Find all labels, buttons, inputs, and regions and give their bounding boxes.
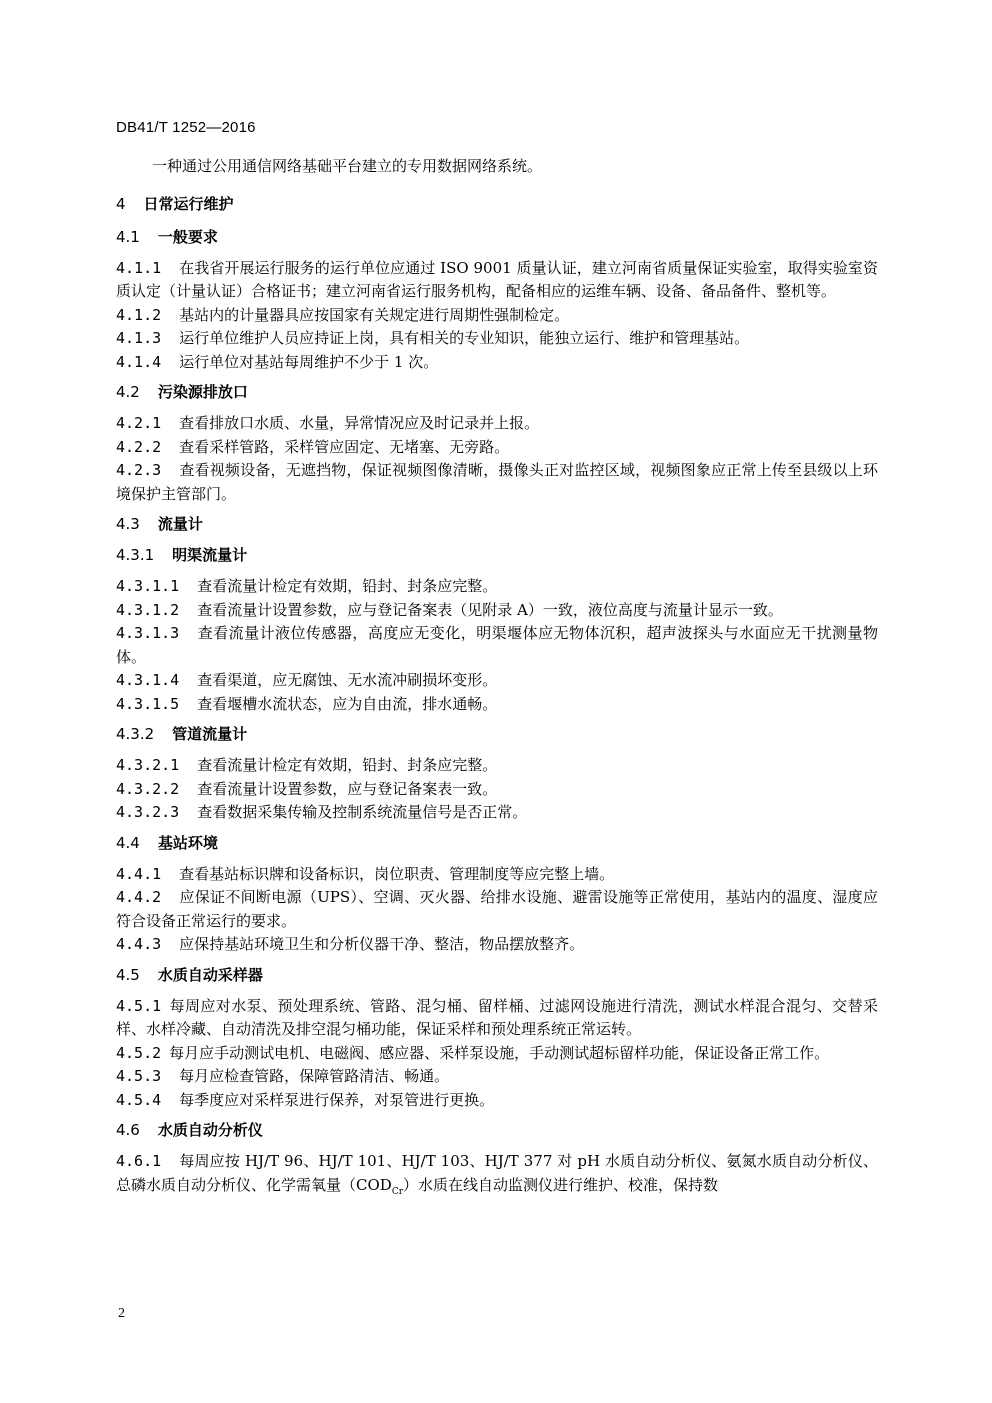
clause-text: 查看基站标识牌和设备标识，岗位职责、管理制度等应完整上墙。 <box>179 864 615 883</box>
clause-number: 4.3.2.1 <box>116 756 180 774</box>
section-heading-4-3 <box>116 513 878 536</box>
section-number: 4.3 <box>116 515 140 533</box>
clause-number: 4.5.3 <box>116 1067 162 1085</box>
clause-text-continued: ）水质在线自动监测仪进行维护、校准，保持数 <box>403 1175 719 1194</box>
clause-text: 查看流量计液位传感器，高度应无变化，明渠堰体应无物体沉积，超声波探头与水面应无干扰测量物体。 <box>116 624 878 666</box>
section-title: 一般要求 <box>157 227 218 246</box>
section-title: 流量计 <box>157 515 203 533</box>
clause-number: 4.1.1 <box>116 258 162 277</box>
clause-4-1-4 <box>116 351 878 375</box>
clause-text: 基站内的计量器具应按国家有关规定进行周期性强制检定。 <box>179 305 570 324</box>
clause-text: 查看流量计检定有效期，铅封、封条应完整。 <box>197 577 498 595</box>
clause-number: 4.3.1.2 <box>116 600 180 619</box>
clause-text: 查看流量计设置参数，应与登记备案表一致。 <box>197 779 498 798</box>
section-title: 管道流量计 <box>172 725 248 743</box>
clause-text: 每季度应对采样泵进行保养，对泵管进行更换。 <box>179 1090 495 1109</box>
section-heading-4-2 <box>116 381 878 404</box>
clause-number: 4.3.1.3 <box>116 624 180 642</box>
clause-number: 4.5.1 <box>116 996 162 1015</box>
section-heading-4-4 <box>116 832 878 855</box>
clause-number: 4.3.1.4 <box>116 671 180 689</box>
document-code: DB41/T 1252—2016 <box>116 119 256 136</box>
clause-4-3-1-2 <box>116 599 878 623</box>
clause-text: 查看堰槽水流状态，应为自由流，排水通畅。 <box>197 694 498 713</box>
document-body <box>116 155 878 1204</box>
clause-number: 4.2.2 <box>116 437 162 456</box>
clause-text: 每周应对水泵、预处理系统、管路、混匀桶、留样桶、过滤网设施进行清洗，测试水样混合混匀、交替采样、水样冷藏、自动清洗及排空混匀桶功能，保证采样和预处理系统正常运转。 <box>116 996 878 1038</box>
clause-subscript: Cr <box>391 1186 404 1197</box>
clause-4-3-1-4 <box>116 669 878 693</box>
clause-number: 4.5.4 <box>116 1090 162 1109</box>
clause-text: 应保持基站环境卫生和分析仪器干净、整洁，物品摆放整齐。 <box>179 935 585 953</box>
section-number: 4.6 <box>116 1121 140 1139</box>
clause-4-4-1 <box>116 863 878 887</box>
clause-4-5-3 <box>116 1065 878 1089</box>
clause-4-6-1 <box>116 1150 878 1204</box>
section-heading-4-3-1 <box>116 544 878 567</box>
clause-4-3-1-1 <box>116 575 878 599</box>
section-title: 水质自动分析仪 <box>157 1121 263 1139</box>
section-number: 4.2 <box>116 383 140 401</box>
clause-number: 4.2.1 <box>116 414 162 432</box>
clause-4-5-1 <box>116 995 878 1042</box>
section-number: 4.4 <box>116 833 140 852</box>
clause-4-3-2-3 <box>116 801 878 825</box>
section-heading-4-6 <box>116 1119 878 1142</box>
section-number: 4 <box>116 194 126 213</box>
clause-4-3-2-1 <box>116 754 878 778</box>
clause-text: 查看排放口水质、水量，异常情况应及时记录并上报。 <box>179 414 540 432</box>
clause-number: 4.2.3 <box>116 461 162 479</box>
clause-text: 每月应检查管路，保障管路清洁、畅通。 <box>179 1067 450 1085</box>
clause-number: 4.3.2.2 <box>116 779 180 798</box>
clause-number: 4.4.2 <box>116 888 162 906</box>
clause-4-3-2-2 <box>116 778 878 802</box>
section-heading-4 <box>116 193 878 216</box>
clause-number: 4.1.3 <box>116 329 162 347</box>
clause-4-1-3 <box>116 327 878 351</box>
clause-4-5-2 <box>116 1042 878 1066</box>
section-number: 4.5 <box>116 965 140 984</box>
clause-4-4-3 <box>116 933 878 957</box>
definition-text: 一种通过公用通信网络基础平台建立的专用数据网络系统。 <box>152 157 543 175</box>
clause-text: 运行单位对基站每周维护不少于 1 次。 <box>179 352 439 371</box>
clause-4-1-2 <box>116 304 878 328</box>
clause-text: 查看渠道，应无腐蚀、无水流冲刷损坏变形。 <box>197 671 498 689</box>
clause-4-2-3 <box>116 459 878 506</box>
section-number: 4.3.1 <box>116 546 155 564</box>
section-title: 日常运行维护 <box>143 194 234 213</box>
clause-text: 查看视频设备，无遮挡物，保证视频图像清晰，摄像头正对监控区域，视频图象应正常上传至县级以上环境保护主管部门。 <box>116 461 878 503</box>
page-number: 2 <box>118 1306 125 1321</box>
clause-number: 4.1.2 <box>116 305 162 324</box>
clause-text: 在我省开展运行服务的运行单位应通过 ISO 9001 质量认证，建立河南省质量保证实验室，取得实验室资质认定（计量认证）合格证书；建立河南省运行服务机构，配备相应的运维车辆、设备、备品备件、整机等。 <box>116 258 878 300</box>
clause-4-2-1 <box>116 412 878 436</box>
section-title: 基站环境 <box>157 833 218 852</box>
clause-number: 4.4.3 <box>116 935 162 953</box>
clause-number: 4.4.1 <box>116 864 162 883</box>
clause-text: 应保证不间断电源（UPS）、空调、灭火器、给排水设施、避雷设施等正常使用，基站内的温度、湿度应符合设备正常运行的要求。 <box>116 888 878 930</box>
section-number: 4.3.2 <box>116 725 155 743</box>
section-title: 明渠流量计 <box>172 546 248 564</box>
section-title: 污染源排放口 <box>157 383 248 401</box>
clause-4-4-2 <box>116 886 878 933</box>
clause-number: 4.3.2.3 <box>116 803 180 821</box>
clause-4-3-1-5 <box>116 693 878 717</box>
clause-text: 查看流量计设置参数，应与登记备案表（见附录 A）一致，液位高度与流量计显示一致。 <box>197 600 783 619</box>
clause-number: 4.3.1.1 <box>116 577 180 595</box>
clause-4-2-2 <box>116 436 878 460</box>
clause-text: 查看数据采集传输及控制系统流量信号是否正常。 <box>197 803 528 821</box>
section-heading-4-5 <box>116 964 878 987</box>
clause-text: 运行单位维护人员应持证上岗，具有相关的专业知识，能独立运行、维护和管理基站。 <box>179 329 750 347</box>
clause-number: 4.3.1.5 <box>116 694 180 713</box>
clause-number: 4.6.1 <box>116 1152 162 1170</box>
clause-text: 每周应按 HJ/T 96、HJ/T 101、HJ/T 103、HJ/T 377 对 pH 水质自动分析仪、氨氮水质自动分析仪、总磷水质自动分析仪、化学需氧量（COD <box>116 1152 878 1194</box>
clause-text: 查看流量计检定有效期，铅封、封条应完整。 <box>197 756 498 774</box>
section-heading-4-3-2 <box>116 723 878 746</box>
clause-number: 4.1.4 <box>116 352 162 371</box>
clause-4-3-1-3 <box>116 622 878 669</box>
clause-text: 每月应手动测试电机、电磁阀、感应器、采样泵设施，手动测试超标留样功能，保证设备正常工作。 <box>169 1043 830 1062</box>
clause-4-1-1 <box>116 257 878 304</box>
section-heading-4-1 <box>116 226 878 249</box>
section-title: 水质自动采样器 <box>157 965 263 984</box>
clause-text: 查看采样管路，采样管应固定、无堵塞、无旁路。 <box>179 437 510 456</box>
section-number: 4.1 <box>116 227 140 246</box>
clause-number: 4.5.2 <box>116 1043 162 1062</box>
clause-4-5-4 <box>116 1089 878 1113</box>
